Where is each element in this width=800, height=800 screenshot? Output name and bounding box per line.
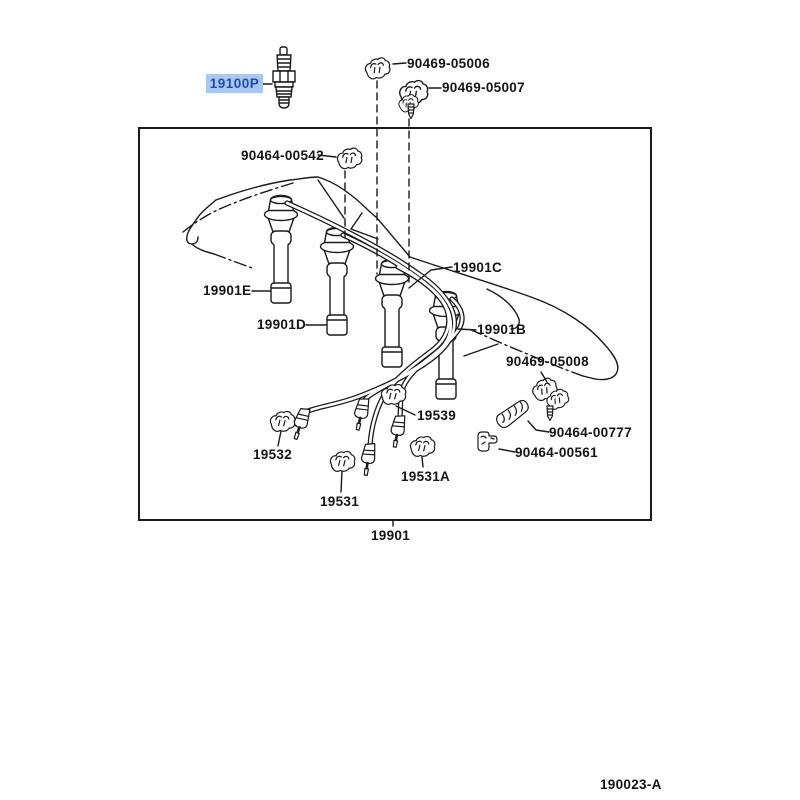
callout-clamp-19531a[interactable]: 19531A bbox=[401, 469, 451, 484]
callout-wire-clamp-top-b[interactable]: 90469-05007 bbox=[442, 80, 525, 95]
plug-boot-19901C bbox=[376, 260, 409, 368]
callout-wire-clamp-top-a[interactable]: 90469-05006 bbox=[407, 56, 490, 71]
callout-cord-b[interactable]: 19901B bbox=[477, 322, 527, 337]
clamp-19531A bbox=[409, 435, 436, 458]
clamp-90469-05006 bbox=[364, 56, 393, 81]
callout-clamp-19539[interactable]: 19539 bbox=[417, 408, 457, 423]
clamp-90464-00777 bbox=[493, 399, 532, 429]
callout-clamp-19532[interactable]: 19532 bbox=[253, 447, 293, 462]
clamp-90469-05007 bbox=[397, 79, 430, 119]
plug-boot-19901D bbox=[321, 228, 354, 336]
clamp-90464-00542 bbox=[336, 146, 364, 170]
clamp-90469-05008 bbox=[530, 375, 572, 420]
dashed-locator-lines bbox=[345, 81, 409, 286]
plug-boot-19901E bbox=[265, 196, 298, 304]
diagram-code: 190023-A bbox=[600, 777, 662, 792]
callout-cord-c[interactable]: 19901C bbox=[453, 260, 503, 275]
callout-corrugated-clamp[interactable]: 90464-00777 bbox=[549, 425, 632, 440]
callout-wire-clamp-right[interactable]: 90469-05008 bbox=[506, 354, 589, 369]
clamp-19531 bbox=[329, 450, 356, 473]
callout-clamp-19531[interactable]: 19531 bbox=[320, 494, 360, 509]
clamp-90464-00561 bbox=[478, 432, 497, 451]
callout-spark-plug-selected[interactable]: 19100P bbox=[206, 74, 263, 93]
callout-hook-clamp[interactable]: 90464-00561 bbox=[515, 445, 598, 460]
callout-cord-e[interactable]: 19901E bbox=[203, 283, 252, 298]
callout-cover-clamp[interactable]: 90464-00542 bbox=[241, 148, 324, 163]
clamp-19532 bbox=[269, 410, 296, 433]
spark-plug-drawing bbox=[273, 47, 295, 108]
callout-cord-set[interactable]: 19901 bbox=[371, 528, 411, 543]
callout-cord-d[interactable]: 19901D bbox=[257, 317, 307, 332]
